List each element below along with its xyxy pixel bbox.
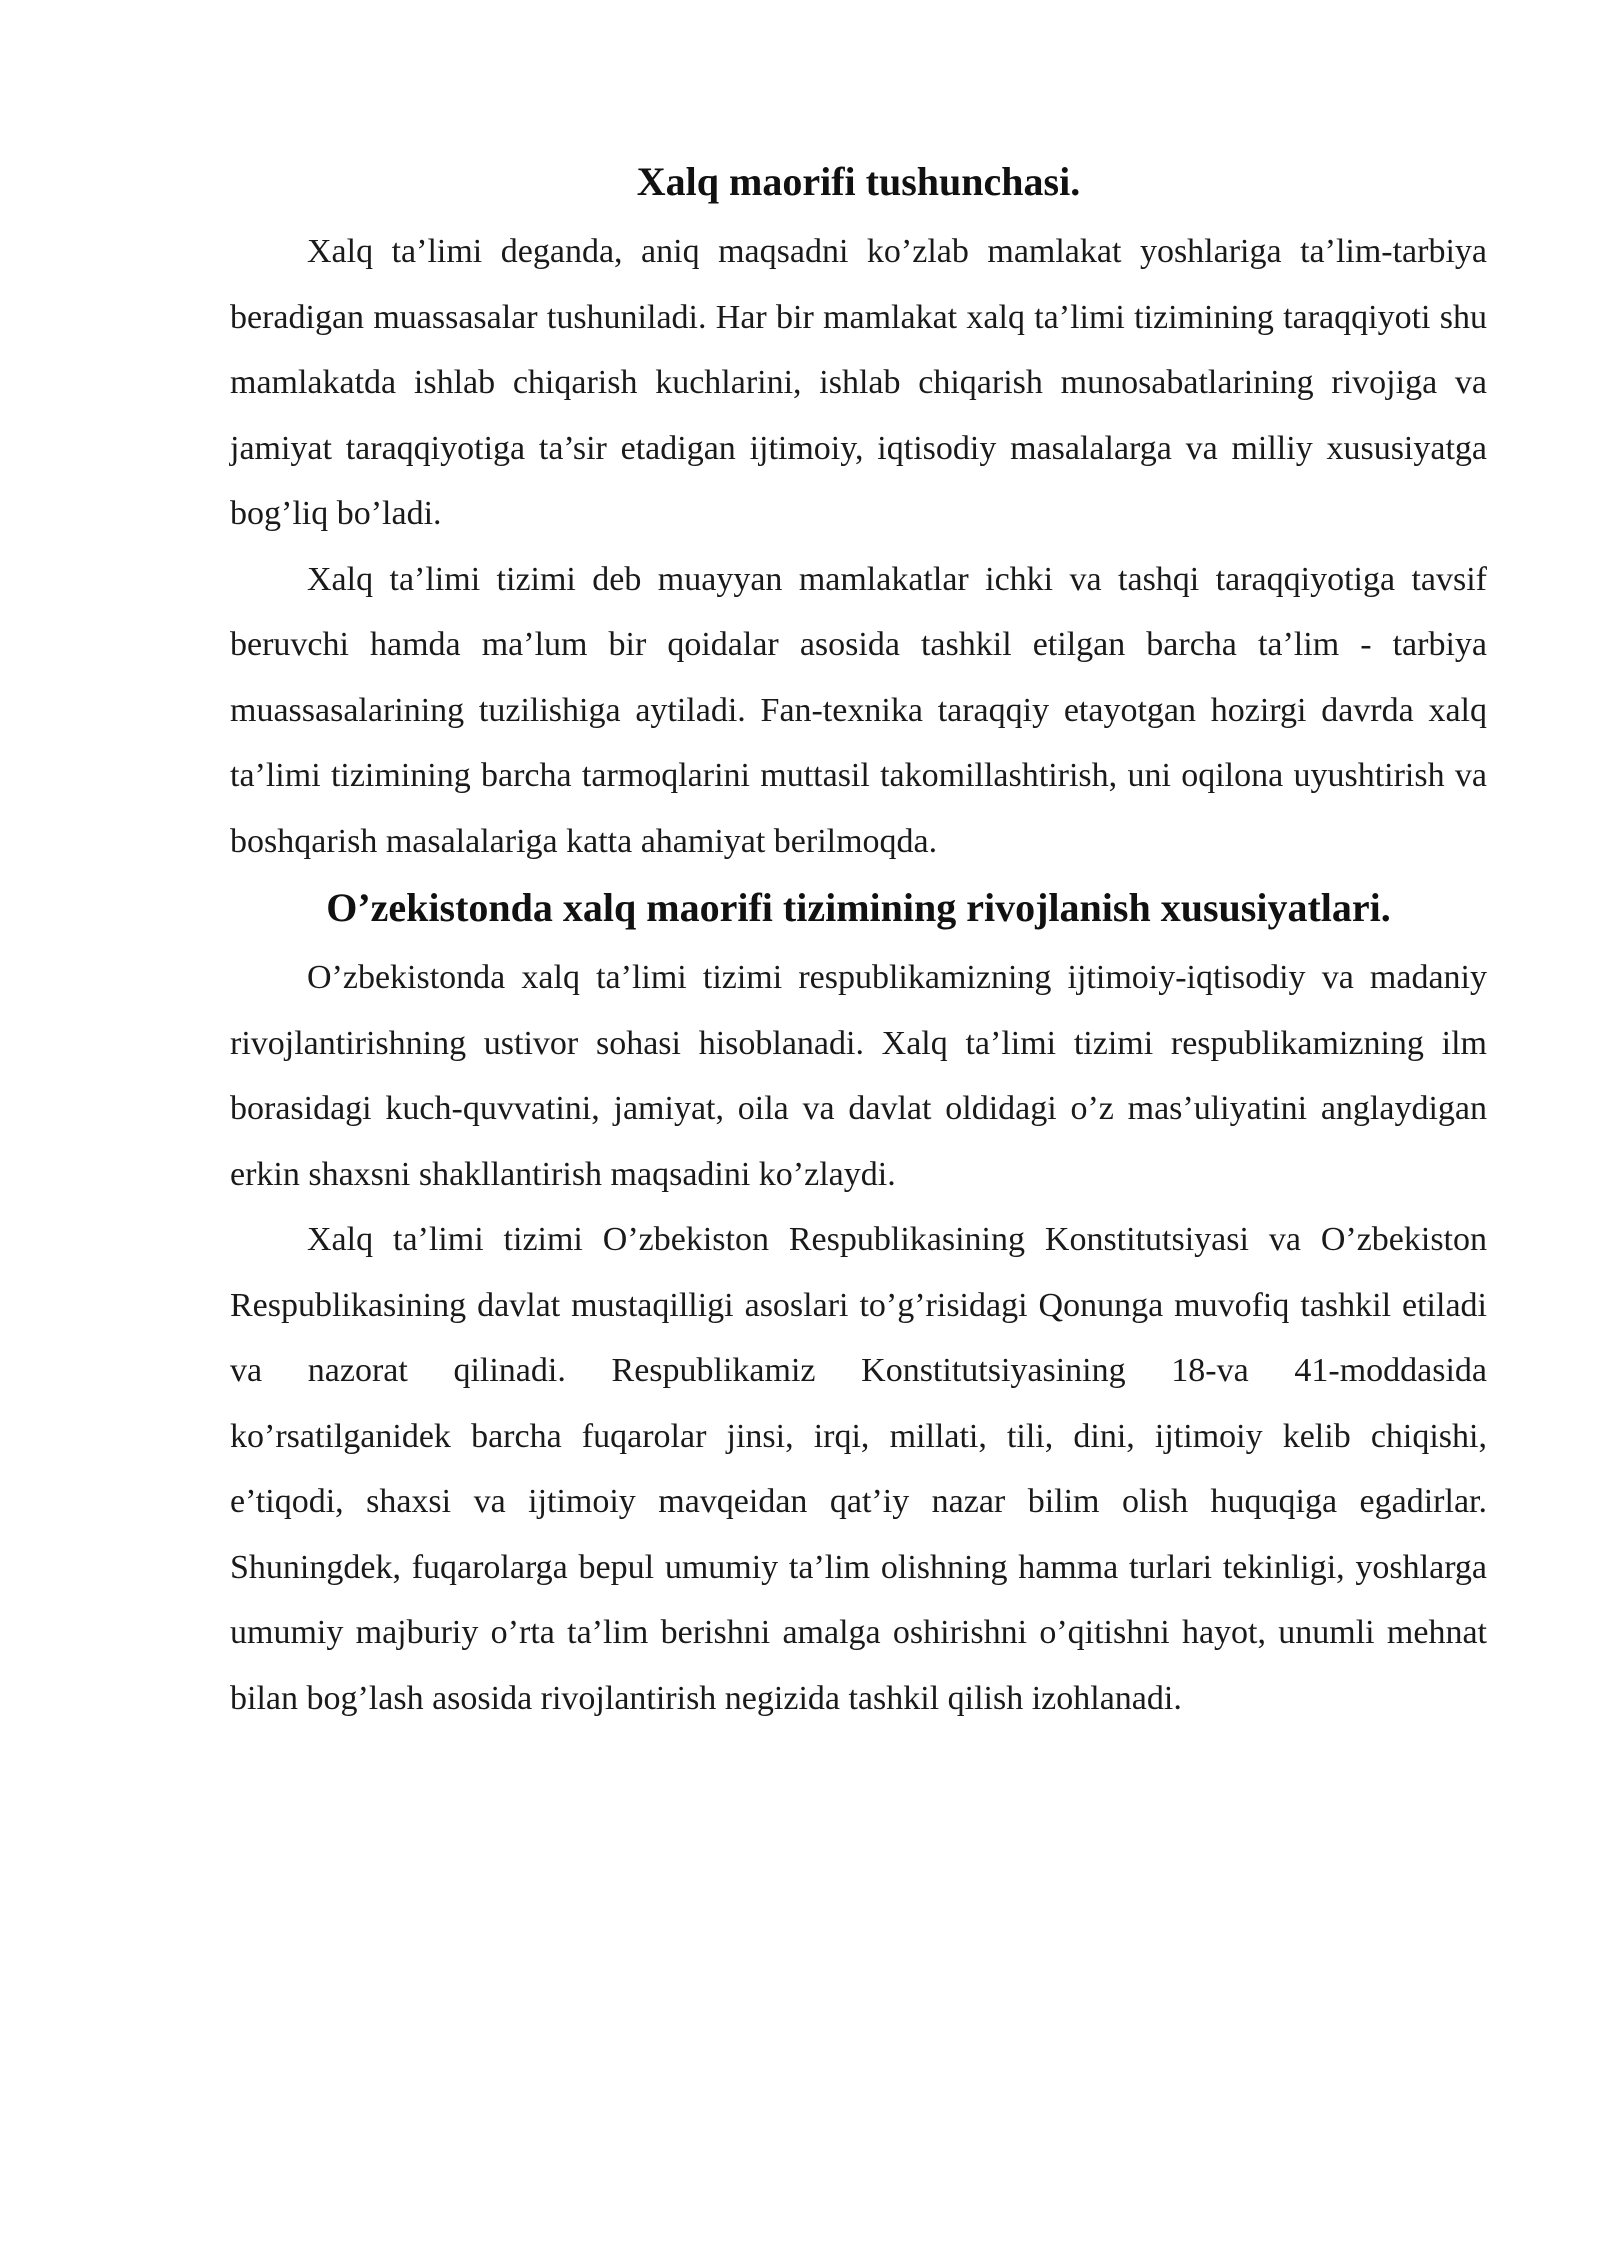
- document-page: [230, 148, 1487, 1731]
- section-subtitle: O’zekistonda xalq maorifi tizimining rivojlanish xususiyatlari.: [326, 885, 1391, 930]
- paragraph-system: Xalq ta’limi tizimi deb muayyan mamlakatlar ichki va tashqi taraqqiyotiga tavsif beruvchi hamda ma’lum bir qoidalar asosida tashkil etilgan barcha ta’lim - tarbiya muassasalarining tuzilishiga aytiladi. Fan-texnika taraqqiy etayotgan hozirgi davrda xalq ta’limi tizimining barcha tarmoqlarini muttasil takomillashtirish, uni oqilona uyushtirish va boshqarish masalalariga katta ahamiyat berilmoqda.: [230, 560, 1487, 860]
- document-title: Xalq maorifi tushunchasi.: [636, 159, 1081, 204]
- paragraph-constitution: Xalq ta’limi tizimi O’zbekiston Respublikasining Konstitutsiyasi va O’zbekiston Respublikasining davlat mustaqilligi asoslari to’g’risidagi Qonunga muvofiq tashkil etiladi va nazorat qilinadi. Respublikamiz Konstitutsiyasining 18-va 41-moddasida ko’rsatilganidek barcha fuqarolar jinsi, irqi, millati, tili, dini, ijtimoiy kelib chiqishi, e’tiqodi, shaxsi va ijtimoiy mavqeidan qat’iy nazar bilim olish huquqiga egadirlar. Shuningdek, fuqarolarga bepul umumiy ta’lim olishning hamma turlari tekinligi, yoshlarga umumiy majburiy o’rta ta’lim berishni amalga oshirishni o’qitishni hayot, unumli mehnat bilan bog’lash asosida rivojlantirish negizida tashkil qilish izohlanadi.: [230, 1221, 1487, 1717]
- paragraph-definition: Xalq ta’limi deganda, aniq maqsadni ko’zlab mamlakat yoshlariga ta’lim-tarbiya beradigan muassasalar tushuniladi. Har bir mamlakat xalq ta’limi tizimining taraqqiyoti shu mamlakatda ishlab chiqarish kuchlarini, ishlab chiqarish munosabatlarining rivojiga va jamiyat taraqqiyotiga ta’sir etadigan ijtimoiy, iqtisodiy masalalarga va milliy xususiyatga bog’liq bo’ladi.: [230, 233, 1487, 532]
- paragraph-uzbekistan: O’zbekistonda xalq ta’limi tizimi respublikamizning ijtimoiy-iqtisodiy va madaniy rivojlantirishning ustivor sohasi hisoblanadi. Xalq ta’limi tizimi respublikamizning ilm borasidagi kuch-quvvatini, jamiyat, oila va davlat oldidagi o’z mas’uliyatini anglaydigan erkin shaxsni shakllantirish maqsadini ko’zlaydi.: [230, 959, 1487, 1193]
